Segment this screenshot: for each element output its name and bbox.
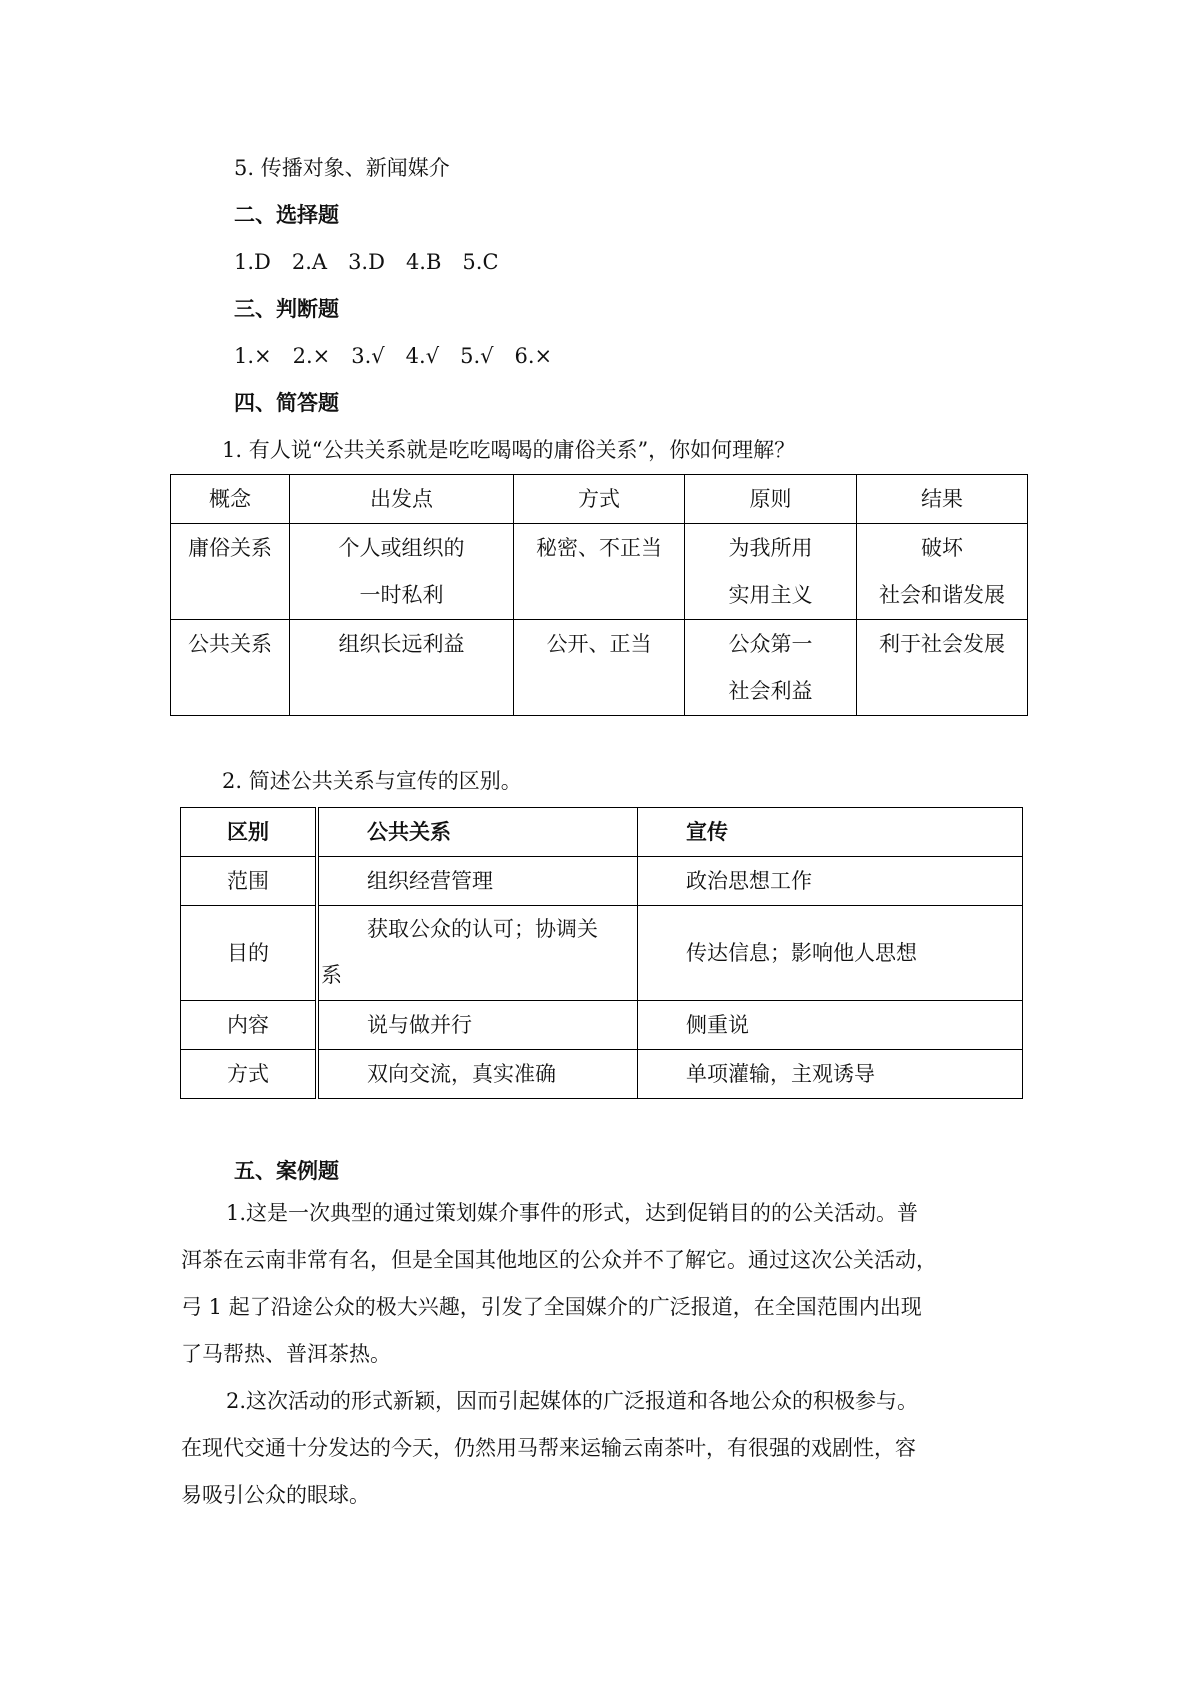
table2-cell: 传达信息；影响他人思想 xyxy=(638,906,1023,1001)
table2-cell: 内容 xyxy=(181,1001,318,1050)
table2-cell: 范围 xyxy=(181,857,318,906)
table1-cell: 公开、正当 xyxy=(514,620,685,716)
table2-cell: 方式 xyxy=(181,1050,318,1099)
question-1: 1. 有人说“公共关系就是吃吃喝喝的庸俗关系”，你如何理解？ xyxy=(222,438,796,462)
answer-item-5: 5. 传播对象、新闻媒介 xyxy=(234,156,450,180)
table2-cell: 获取公众的认可；协调关 系 xyxy=(317,906,638,1001)
case-paragraph-1: 1.这是一次典型的通过策划媒介事件的形式，达到促销目的的公关活动。普 洱茶在云南非常有名，但是全国其他地区的公众并不了解它。通过这次公关活动， 弓 1 起了沿途公众的极大兴趣，引发了全国媒介的广泛报道，在全国范围内出现 了马帮热、普洱茶热。 xyxy=(181,1201,937,1366)
table1-cell: 庸俗关系 xyxy=(171,524,290,620)
table1-cell: 利于社会发展 xyxy=(857,620,1028,716)
table1-header-result: 结果 xyxy=(857,475,1028,524)
table1-cell: 秘密、不正当 xyxy=(514,524,685,620)
table2-header-propaganda: 宣传 xyxy=(638,808,1023,857)
table1-header-concept: 概念 xyxy=(171,475,290,524)
section-title-judgement: 三、判断题 xyxy=(234,297,339,321)
section-title-choice: 二、选择题 xyxy=(234,203,339,227)
comparison-table-2 xyxy=(180,807,1023,1099)
table1-cell: 公众第一 社会利益 xyxy=(685,620,857,716)
table1-cell: 公共关系 xyxy=(171,620,290,716)
table2-header-diff: 区别 xyxy=(181,808,318,857)
table2-header-pr: 公共关系 xyxy=(317,808,638,857)
table1-header-origin: 出发点 xyxy=(290,475,514,524)
table2-cell: 目的 xyxy=(181,906,318,1001)
table2-cell: 政治思想工作 xyxy=(638,857,1023,906)
table1-cell: 为我所用 实用主义 xyxy=(685,524,857,620)
table1-header-principle: 原则 xyxy=(685,475,857,524)
table2-cell: 组织经营管理 xyxy=(317,857,638,906)
table2-cell: 双向交流，真实准确 xyxy=(317,1050,638,1099)
table2-cell: 说与做并行 xyxy=(317,1001,638,1050)
table2-cell: 侧重说 xyxy=(638,1001,1023,1050)
choice-answers: 1.D 2.A 3.D 4.B 5.C xyxy=(234,250,499,274)
judgement-answers: 1.× 2.× 3.√ 4.√ 5.√ 6.× xyxy=(234,344,553,368)
table2-cell: 单项灌输，主观诱导 xyxy=(638,1050,1023,1099)
case-paragraph-2: 2.这次活动的形式新颖，因而引起媒体的广泛报道和各地公众的积极参与。 在现代交通十分发达的今天，仍然用马帮来运输云南茶叶，有很强的戏剧性，容 易吸引公众的眼球。 xyxy=(181,1389,919,1507)
question-2: 2. 简述公共关系与宣传的区别。 xyxy=(222,769,522,793)
section-title-short-answer: 四、简答题 xyxy=(234,391,339,415)
table1-header-method: 方式 xyxy=(514,475,685,524)
section-title-case: 五、案例题 xyxy=(234,1159,339,1183)
table1-cell: 破坏 社会和谐发展 xyxy=(857,524,1028,620)
comparison-table-1 xyxy=(170,474,1028,716)
table1-cell: 组织长远利益 xyxy=(290,620,514,716)
table1-cell: 个人或组织的 一时私利 xyxy=(290,524,514,620)
